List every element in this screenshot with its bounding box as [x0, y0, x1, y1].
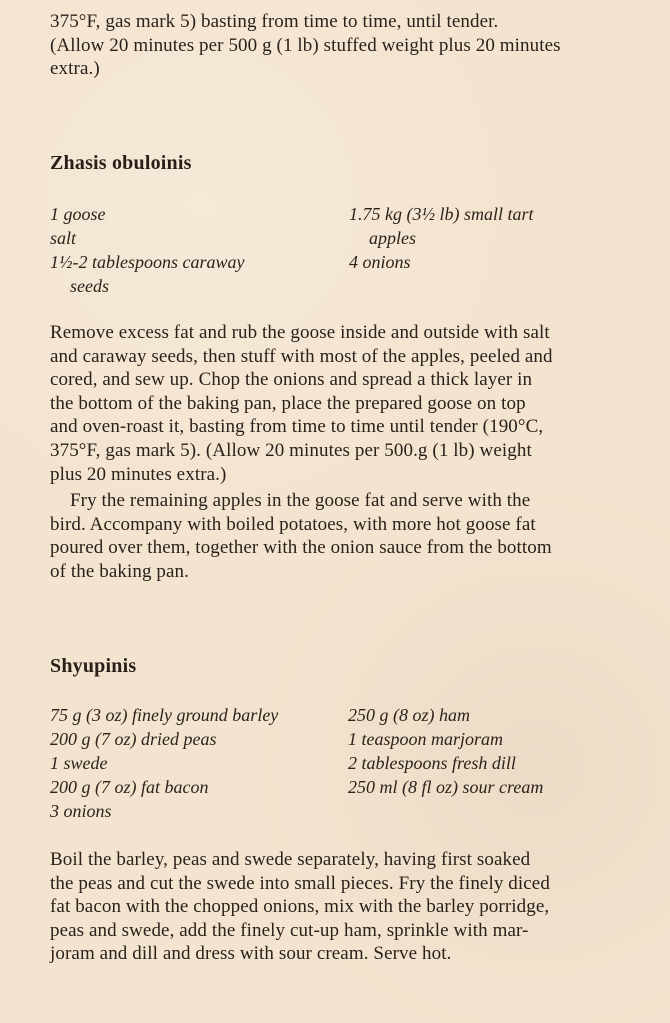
recipe-title-shyupinis: Shyupinis	[50, 655, 137, 677]
ingredient-item: 2 tablespoons fresh dill	[348, 753, 516, 773]
ingredient-item: 200 g (7 oz) fat bacon	[50, 777, 209, 797]
method-line: the peas and cut the swede into small pieces. Fry the finely diced	[50, 872, 550, 894]
method-line: cored, and sew up. Chop the onions and spread a thick layer in	[50, 369, 533, 391]
ingredient-item: 250 ml (8 fl oz) sour cream	[348, 777, 544, 797]
method-line: Remove excess fat and rub the goose inside and outside with salt	[50, 322, 550, 343]
ingredient-item: apples	[369, 228, 416, 248]
ingredient-item: 1½-2 tablespoons caraway	[50, 252, 245, 272]
intro-line: 375°F, gas mark 5) basting from time to time, until tender.	[50, 11, 499, 32]
method-line: plus 20 minutes extra.)	[50, 463, 227, 485]
recipe2-ingredients	[50, 703, 621, 833]
ingredient-item: 75 g (3 oz) finely ground barley	[50, 705, 279, 725]
intro-line: (Allow 20 minutes per 500 g (1 lb) stuffed weight plus 20 minutes	[50, 34, 561, 56]
method-line: of the baking pan.	[50, 560, 189, 582]
method-line: and caraway seeds, then stuff with most of the apples, peeled and	[50, 345, 553, 367]
recipe1-ingredients-left	[50, 202, 244, 298]
method-line: and oven-roast it, basting from time to time until tender (190°C,	[50, 416, 544, 438]
recipe2-ingredients-right	[348, 703, 543, 799]
ingredient-item: seeds	[70, 276, 109, 296]
recipe2-method-paragraph-1	[50, 848, 621, 966]
method-line: the bottom of the baking pan, place the prepared goose on top	[50, 392, 526, 414]
method-line: peas and swede, add the finely cut-up ham, sprinkle with mar-	[50, 919, 529, 941]
recipe1-method-paragraph-2	[50, 489, 621, 583]
method-line: Boil the barley, peas and swede separately, having first soaked	[50, 849, 531, 870]
ingredient-item: 250 g (8 oz) ham	[348, 705, 470, 725]
method-line: poured over them, together with the onion sauce from the bottom	[50, 537, 552, 559]
recipe-title-zhasis-obuloinis: Zhasis obuloinis	[50, 152, 192, 174]
ingredient-item: 1 teaspoon marjoram	[348, 729, 504, 749]
method-line: 375°F, gas mark 5). (Allow 20 minutes per 500.g (1 lb) weight	[50, 439, 532, 461]
method-line: fat bacon with the chopped onions, mix with the barley porridge,	[50, 896, 550, 918]
ingredient-item: 1 goose	[50, 204, 106, 224]
recipe1-ingredients	[50, 202, 621, 302]
ingredient-item: 1 swede	[50, 753, 108, 773]
intro-paragraph	[50, 10, 621, 81]
ingredient-item: 200 g (7 oz) dried peas	[50, 729, 217, 749]
method-line: bird. Accompany with boiled potatoes, with more hot goose fat	[50, 513, 536, 535]
ingredient-item: 4 onions	[349, 252, 411, 272]
method-line: Fry the remaining apples in the goose fat and serve with the	[70, 490, 531, 511]
ingredient-item: 3 onions	[50, 801, 112, 821]
intro-line: extra.)	[50, 58, 100, 80]
method-line: joram and dill and dress with sour cream. Serve hot.	[50, 943, 452, 965]
recipe2-ingredients-left	[50, 703, 278, 823]
recipe1-method-paragraph-1	[50, 321, 621, 486]
recipe1-ingredients-right	[349, 202, 534, 274]
ingredient-item: 1.75 kg (3½ lb) small tart	[349, 204, 534, 224]
ingredient-item: salt	[50, 228, 77, 248]
